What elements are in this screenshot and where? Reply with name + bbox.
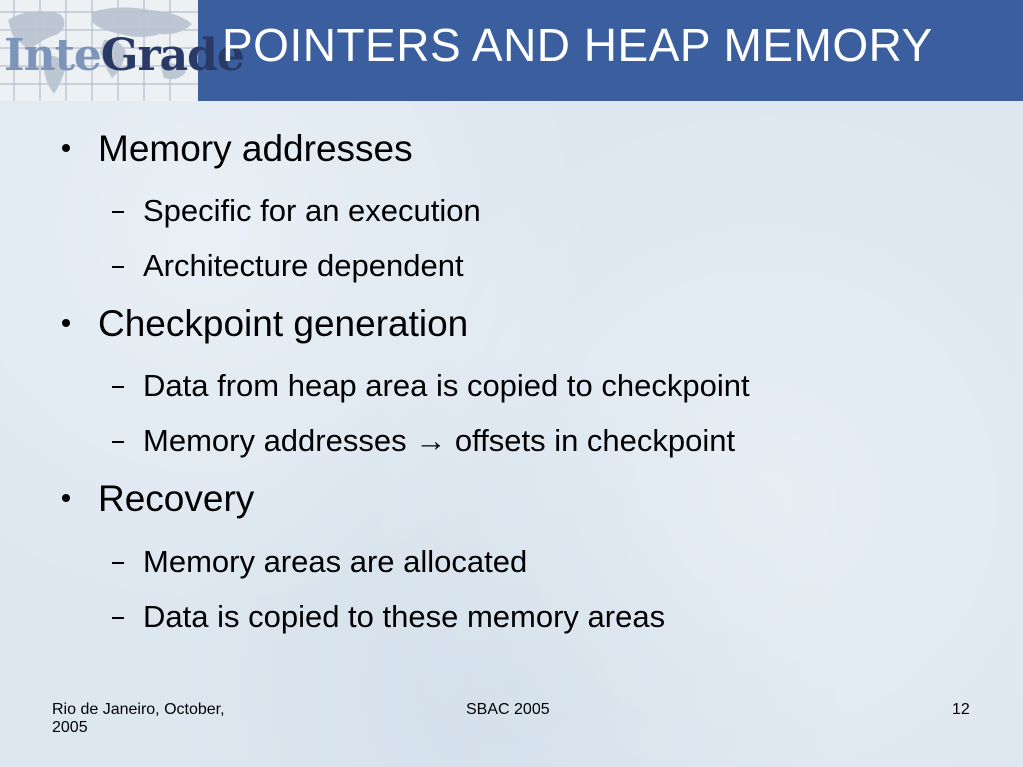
logo-wordmark-light: Inte bbox=[4, 30, 101, 81]
dash-icon bbox=[112, 441, 124, 443]
dash-icon bbox=[112, 617, 124, 619]
sub-bullet-text: Memory addresses → offsets in checkpoint bbox=[143, 423, 736, 458]
bullet-item bbox=[98, 478, 254, 520]
slide-title: POINTERS AND HEAP MEMORY bbox=[222, 19, 933, 71]
footer-location bbox=[52, 701, 225, 737]
sub-bullet-text: Specific for an execution bbox=[143, 193, 481, 228]
sub-bullet-item bbox=[143, 599, 665, 635]
footer-location-line: 2005 bbox=[52, 719, 88, 736]
bullet-text: Memory addresses bbox=[98, 128, 413, 169]
sub-bullet-text: Memory areas are allocated bbox=[143, 544, 528, 579]
footer-event: SBAC 2005 bbox=[466, 701, 550, 718]
dash-icon bbox=[112, 211, 124, 213]
logo-wordmark-dark: Grade bbox=[100, 30, 244, 81]
integrade-logo bbox=[0, 0, 244, 101]
dash-icon bbox=[112, 562, 124, 564]
bullet-text: Recovery bbox=[98, 478, 255, 519]
logo-wordmark bbox=[4, 30, 244, 81]
bullet-dot-icon bbox=[62, 319, 70, 327]
bullet-item bbox=[98, 303, 468, 345]
page-number: 12 bbox=[952, 701, 970, 718]
sub-bullet-item bbox=[143, 368, 750, 404]
sub-bullet-item bbox=[143, 248, 464, 284]
sub-bullet-text: Architecture dependent bbox=[143, 248, 464, 283]
sub-bullet-text: Data is copied to these memory areas bbox=[143, 599, 666, 634]
footer-location-line: Rio de Janeiro, October, bbox=[52, 701, 225, 718]
title-bar bbox=[0, 0, 1023, 101]
bullet-dot-icon bbox=[62, 494, 70, 502]
dash-icon bbox=[112, 266, 124, 268]
bullet-dot-icon bbox=[62, 144, 70, 152]
dash-icon bbox=[112, 386, 124, 388]
sub-bullet-item bbox=[143, 544, 527, 580]
sub-bullet-item bbox=[143, 193, 481, 229]
bullet-text: Checkpoint generation bbox=[98, 303, 469, 344]
bullet-item bbox=[98, 128, 413, 170]
sub-bullet-text: Data from heap area is copied to checkpoint bbox=[143, 368, 750, 403]
sub-bullet-item bbox=[143, 423, 735, 459]
